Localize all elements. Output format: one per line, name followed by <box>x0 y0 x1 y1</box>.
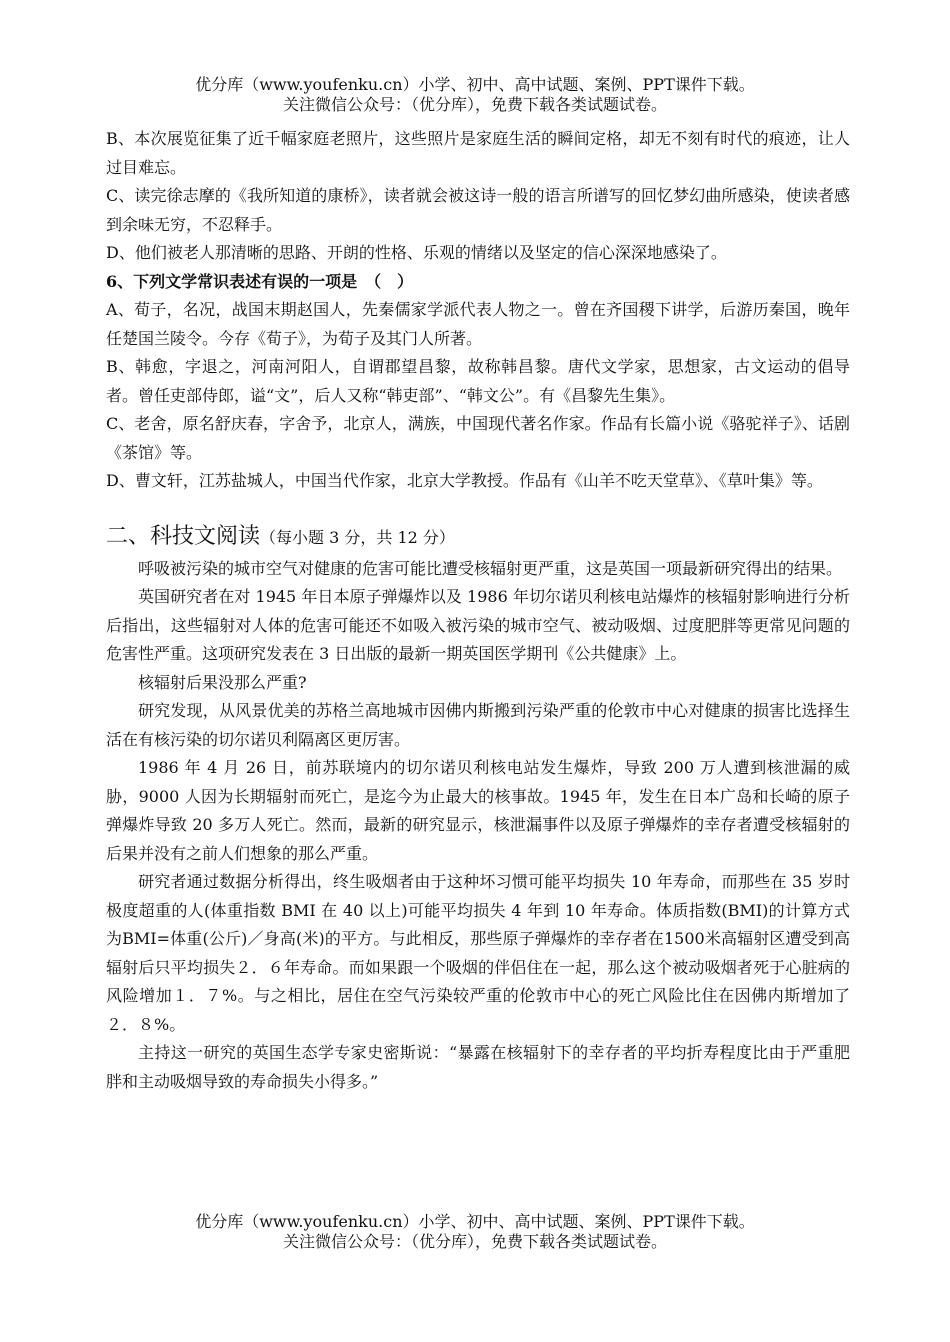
q5-option-d: D、他们被老人那清晰的思路、开朗的性格、乐观的情绪以及坚定的信心深深地感染了。 <box>106 243 727 262</box>
page-footer <box>0 1212 950 1252</box>
q6-option-a: A、荀子，名况，战国末期赵国人，先秦儒家学派代表人物之一。曾在齐国稷下讲学，后游历秦国，晚年任楚国兰陵令。今存《荀子》，为荀子及其门人所著。 <box>106 300 850 348</box>
q5-option-c: C、读完徐志摩的《我所知道的康桥》，读者就会被这诗一般的语言所谱写的回忆梦幻曲所感染，使读者感到余味无穷，不忍释手。 <box>106 186 850 234</box>
article-paragraph-3: 研究发现，从风景优美的苏格兰高地城市因佛内斯搬到污染严重的伦敦市中心对健康的损害比选择生活在有核污染的切尔诺贝利隔离区更厉害。 <box>106 701 850 749</box>
footer-line-1: 优分库（www.youfenku.cn）小学、初中、高中试题、案例、PPT课件下载。 <box>195 1212 755 1231</box>
q6-option-b: B、韩愈，字退之，河南河阳人，自谓郡望昌黎，故称韩昌黎。唐代文学家，思想家，古文运动的倡导者。曾任吏部侍郎，谥“文”，后人又称“韩吏部”、“韩文公”。有《昌黎先生集》。 <box>106 357 850 405</box>
header-line-2: 关注微信公众号：（优分库），免费下载各类试题试卷。 <box>282 95 667 114</box>
article-paragraph-5: 研究者通过数据分析得出，终生吸烟者由于这种坏习惯可能平均损失 10 年寿命，而那些在 35 岁时极度超重的人(体重指数 BMI 在 40 以上)可能平均损失 4 年到 10 年寿命。体质指数(BMI)的计算方式为BMI=体重(公斤)／身高(米)的平方。与此相反，那些原子弹爆炸的幸存者在1500米高辐射区遭受到高辐射后只平均损失２．６年寿命。而如果跟一个吸烟的伴侣住在一起，那么这个被动吸烟者死于心脏病的风险增加１．７%。与之相比，居住在空气污染较严重的伦敦市中心的死亡风险比住在因佛内斯增加了２．８%。 <box>106 872 850 1034</box>
q5-option-b: B、本次展览征集了近千幅家庭老照片，这些照片是家庭生活的瞬间定格，却无不刻有时代的痕迹，让人过目难忘。 <box>106 129 850 177</box>
q6-option-c: C、老舍，原名舒庆春，字舍予，北京人，满族，中国现代著名作家。作品有长篇小说《骆驼祥子》、话剧《茶馆》等。 <box>106 414 850 462</box>
q6-option-d: D、曹文轩，江苏盐城人，中国当代作家，北京大学教授。作品有《山羊不吃天堂草》、《草叶集》等。 <box>106 471 823 490</box>
article-paragraph-1: 呼吸被污染的城市空气对健康的危害可能比遭受核辐射更严重，这是英国一项最新研究得出的结果。 <box>138 558 843 578</box>
main-content <box>106 125 850 1096</box>
q6-stem: 6、下列文学常识表述有误的一项是 （ ） <box>106 271 414 291</box>
section-note: （每小题 3 分，共 12 分） <box>260 527 455 547</box>
page-header <box>0 75 950 115</box>
footer-line-2: 关注微信公众号：（优分库），免费下载各类试题试卷。 <box>282 1232 667 1251</box>
header-line-1: 优分库（www.youfenku.cn）小学、初中、高中试题、案例、PPT课件下载。 <box>195 75 755 94</box>
section-title: 二、科技文阅读 <box>106 523 261 549</box>
article-paragraph-2: 英国研究者在对 1945 年日本原子弹爆炸以及 1986 年切尔诺贝利核电站爆炸的核辐射影响进行分析后指出，这些辐射对人体的危害可能还不如吸入被污染的城市空气、被动吸烟、过度肥胖等更常见问题的危害性严重。这项研究发表在 3 日出版的最新一期英国医学期刊《公共健康》上。 <box>106 587 850 663</box>
article-paragraph-6: 主持这一研究的英国生态学专家史密斯说：“暴露在核辐射下的幸存者的平均折寿程度比由于严重肥胖和主动吸烟导致的寿命损失小得多。” <box>106 1043 850 1091</box>
article-paragraph-4: 1986 年 4 月 26 日，前苏联境内的切尔诺贝利核电站发生爆炸，导致 200 万人遭到核泄漏的威胁，9000 人因为长期辐射而死亡，是迄今为止最大的核事故。1945 年，发生在日本广岛和长崎的原子弹爆炸导致 20 多万人死亡。然而，最新的研究显示，核泄漏事件以及原子弹爆炸的幸存者遭受核辐射的后果并没有之前人们想象的那么严重。 <box>106 758 850 863</box>
section-heading <box>106 520 850 555</box>
article-subheading: 核辐射后果没那么严重? <box>138 672 307 692</box>
